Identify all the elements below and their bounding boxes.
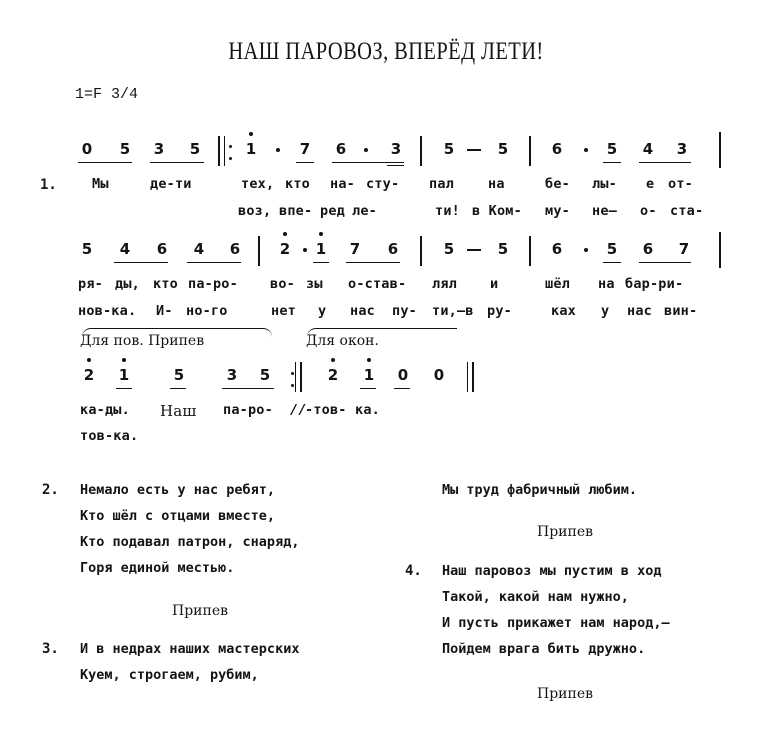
note: 6: [642, 240, 654, 258]
note: 2: [278, 240, 292, 258]
note: 7: [349, 240, 361, 258]
note: 6: [335, 140, 347, 158]
refrain-label: Припев: [537, 686, 593, 702]
volta-2-label: Для окон.: [306, 333, 379, 349]
song-title: НАШ ПАРОВОЗ, ВПЕРЁД ЛЕТИ!: [228, 38, 544, 65]
note: 7: [299, 140, 311, 158]
note: 0: [81, 140, 93, 158]
verse-number: 2.: [42, 482, 59, 498]
lyrics-line: ря- ды, кто па-ро- во- зы о-став- лял и шёл на бар-ри-: [78, 276, 684, 292]
lyrics-line: воз, впе- ред ле- ти! в Ком- му- не— о- ста-: [238, 203, 704, 219]
note: 3: [226, 366, 238, 384]
note: 3: [153, 140, 165, 158]
score-system-3: [0, 358, 772, 398]
note: 1: [117, 366, 131, 384]
note: 2: [326, 366, 340, 384]
note: 6: [387, 240, 399, 258]
lyrics-line: тов-ка.: [80, 428, 139, 444]
note: 0: [433, 366, 445, 384]
lyrics-line: Мы де-ти тех, кто на- сту- пал на бе- лы- е от-: [92, 176, 693, 192]
score-system-1: [0, 132, 772, 172]
note: 2: [82, 366, 96, 384]
note: 1: [362, 366, 376, 384]
note: 6: [156, 240, 168, 258]
refrain-label: Припев: [537, 524, 593, 540]
note: 5: [443, 240, 455, 258]
note: 5: [606, 240, 618, 258]
note: 7: [678, 240, 690, 258]
note: 1: [244, 140, 258, 158]
note: 5: [81, 240, 93, 258]
note: 5: [259, 366, 271, 384]
note: 4: [193, 240, 205, 258]
lyrics-line: ка-ды. Наш па-ро- // -тов- ка.: [80, 402, 380, 420]
volta-1-label: Для пов. Припев: [80, 333, 205, 349]
verse-number: 4.: [405, 563, 422, 579]
refrain-label: Припев: [172, 603, 228, 619]
verse-number: 3.: [42, 641, 59, 657]
note: 5: [119, 140, 131, 158]
note: 3: [676, 140, 688, 158]
note: 6: [551, 240, 563, 258]
verse-3-last-line: Мы труд фабричный любим.: [442, 482, 638, 498]
lyrics-line: нов-ка. И- но-го нет у нас пу- ти,—в ру- ках у нас вин-: [78, 303, 698, 319]
note: 4: [642, 140, 654, 158]
key-signature: 1=F 3/4: [75, 86, 139, 103]
note: 1: [314, 240, 328, 258]
note: 5: [443, 140, 455, 158]
note: 5: [173, 366, 185, 384]
score-system-2: [0, 232, 772, 272]
verse-number: 1.: [40, 177, 57, 193]
note: 3: [390, 140, 402, 158]
note: 5: [189, 140, 201, 158]
note: 5: [497, 240, 509, 258]
note: 4: [119, 240, 131, 258]
note: 5: [497, 140, 509, 158]
note: 0: [397, 366, 409, 384]
note: 6: [551, 140, 563, 158]
note: 6: [229, 240, 241, 258]
note: 5: [606, 140, 618, 158]
